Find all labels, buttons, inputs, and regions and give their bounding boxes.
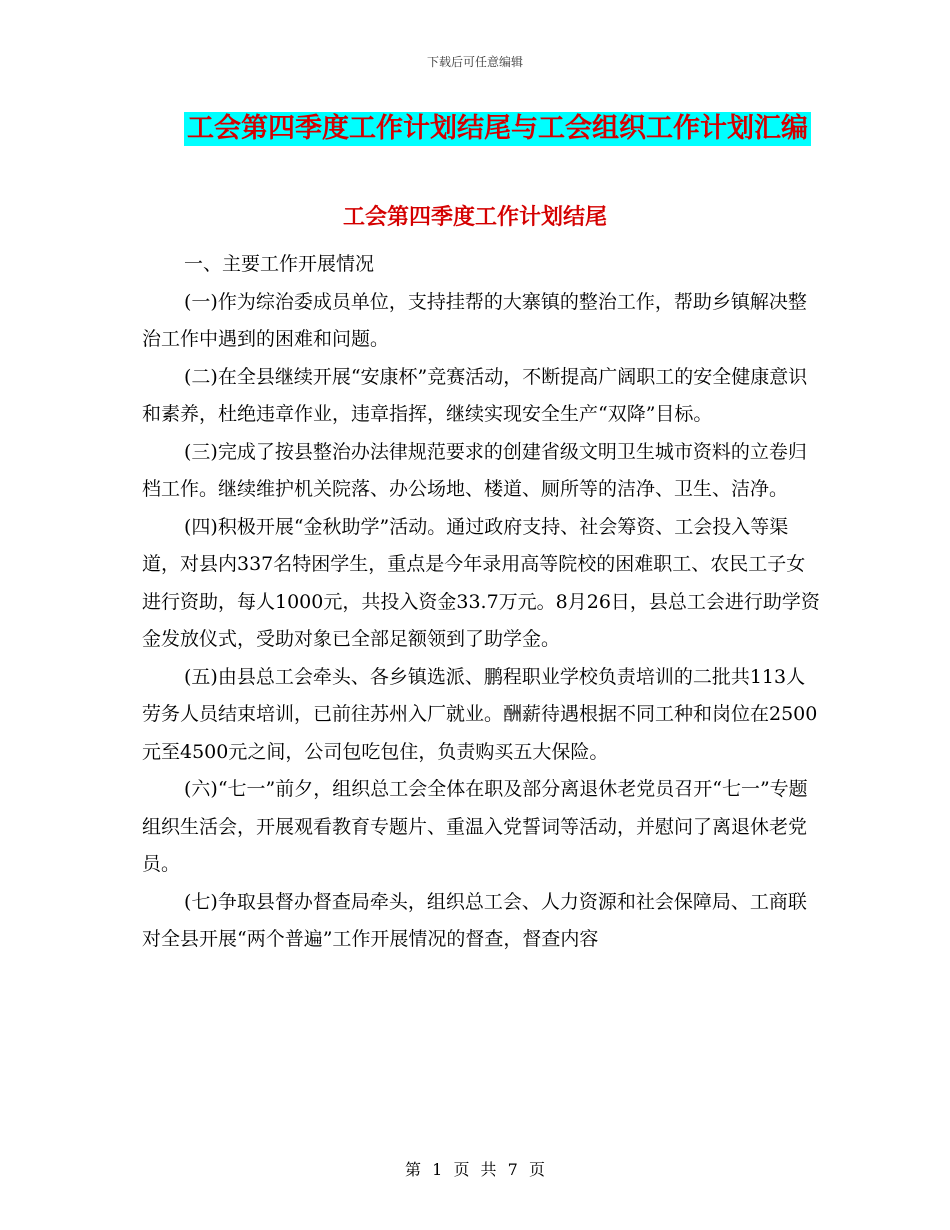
paragraph-5: (五)由县总工会牵头、各乡镇选派、鹏程职业学校负责培训的二批共113人劳务人员结束培训，已前往苏州入厂就业。酬薪待遇根据不同工种和岗位在2500元至4500元之间，公司包吃包住，负责购买五大保险。 [142,665,818,763]
main-title: 工会第四季度工作计划结尾与工会组织工作计划汇编 [184,112,811,146]
main-title-wrapper [0,112,950,146]
paragraph-7: (七)争取县督办督查局牵头，组织总工会、人力资源和社会保障局、工商联对全县开展“两个普遍”工作开展情况的督查，督查内容 [142,890,807,950]
paragraph-3: (三)完成了按县整治办法律规范要求的创建省级文明卫生城市资料的立卷归档工作。继续维护机关院落、办公场地、楼道、厕所等的洁净、卫生、洁净。 [142,440,807,500]
download-note: 下载后可任意编辑 [426,55,523,69]
page-footer [0,1157,950,1180]
section-heading: 一、主要工作开展情况 [184,253,375,275]
current-page-number: 1 [432,1160,443,1179]
total-pages-number: 7 [507,1160,518,1179]
footer-page-label: 页 [453,1160,470,1179]
paragraph-1: (一)作为综治委成员单位，支持挂帮的大寨镇的整治工作，帮助乡镇解决整治工作中遇到的困难和问题。 [142,290,807,350]
footer-total-prefix: 共 [480,1160,497,1179]
sub-title: 工会第四季度工作计划结尾 [342,205,607,230]
document-body [142,246,822,959]
paragraph-2: (二)在全县继续开展“安康杯”竞赛活动，不断提高广阔职工的安全健康意识和素养，杜绝违章作业，违章指挥，继续实现安全生产“双降”目标。 [142,365,808,425]
paragraph-6: (六)“七一”前夕，组织总工会全体在职及部分离退休老党员召开“七一”专题组织生活会，开展观看教育专题片、重温入党誓词等活动，并慰问了离退休老党员。 [142,778,808,875]
footer-total-suffix: 页 [528,1160,545,1179]
paragraph-4: (四)积极开展“金秋助学”活动。通过政府支持、社会筹资、工会投入等渠道，对县内337名特困学生，重点是今年录用高等院校的困难职工、农民工子女进行资助，每人1000元，共投入资金33.7万元。8月26日，县总工会进行助学资金发放仪式，受助对象已全部足额领到了助学金。 [142,515,820,650]
footer-prefix: 第 [405,1160,422,1179]
